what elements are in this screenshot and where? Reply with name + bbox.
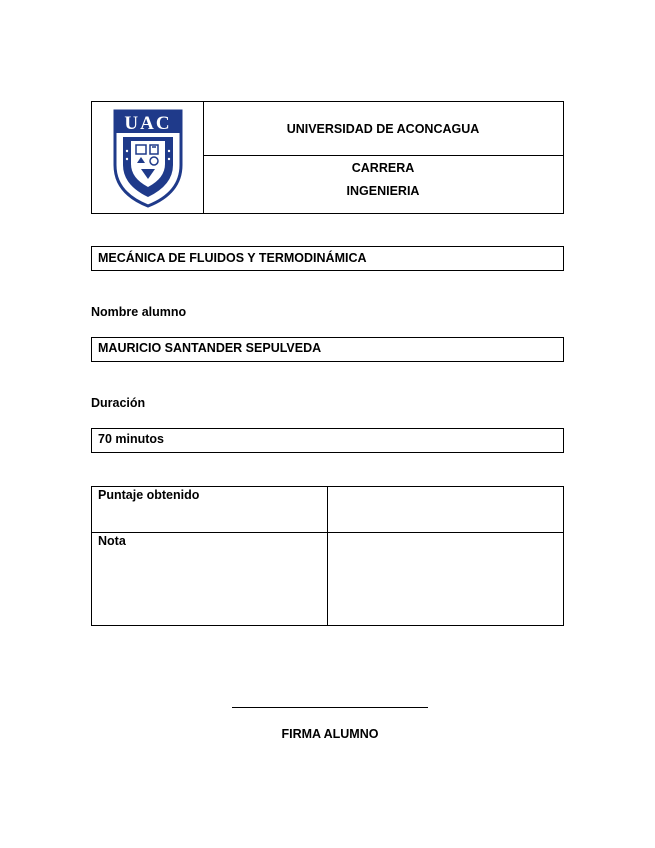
svg-text:UAC: UAC (123, 112, 172, 134)
signature-label: FIRMA ALUMNO (281, 727, 379, 741)
duration-box (91, 428, 564, 453)
puntaje-label: Puntaje obtenido (98, 488, 200, 502)
nota-value-cell (328, 533, 563, 625)
puntaje-label-cell (92, 487, 328, 533)
carrera-cell (203, 155, 563, 213)
score-table (91, 486, 564, 626)
carrera-value: INGENIERIA (346, 184, 420, 198)
course-title-box (91, 246, 564, 271)
nota-label-cell (92, 533, 328, 625)
header-table (91, 101, 564, 214)
duration-value: 70 minutos (98, 432, 164, 446)
carrera-label: CARRERA (351, 161, 415, 175)
university-crest-logo (111, 107, 185, 209)
student-name-box (91, 337, 564, 362)
university-name: UNIVERSIDAD DE ACONCAGUA (286, 121, 480, 136)
university-name-cell (203, 102, 563, 156)
logo-cell (92, 102, 204, 213)
duration-label: Duración (91, 396, 146, 410)
nota-label: Nota (98, 534, 126, 548)
course-title: MECÁNICA DE FLUIDOS Y TERMODINÁMICA (98, 251, 367, 265)
signature-line (232, 707, 428, 708)
student-label: Nombre alumno (91, 305, 187, 319)
puntaje-value-cell (328, 487, 563, 533)
student-name: MAURICIO SANTANDER SEPULVEDA (98, 341, 322, 355)
